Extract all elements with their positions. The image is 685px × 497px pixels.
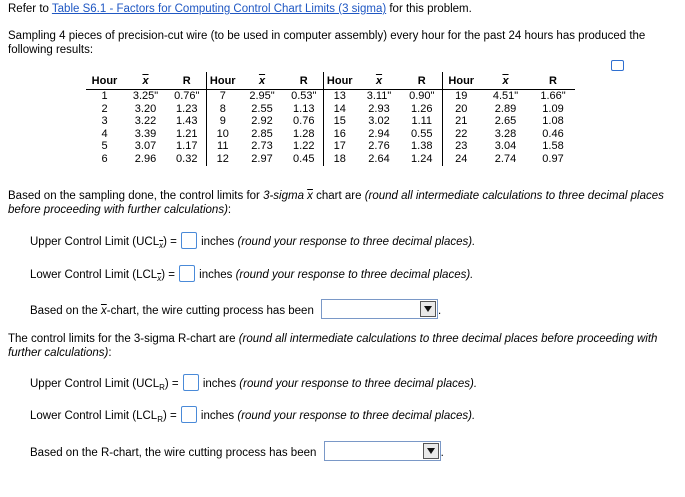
- cell-hour: 4: [101, 127, 108, 140]
- cell-hour: 15: [323, 115, 356, 128]
- lcl-r-input[interactable]: [181, 406, 197, 423]
- cell-xbar: 2.96: [134, 152, 157, 165]
- cell-xbar: 3.28: [494, 127, 517, 140]
- cell-xbar: 2.85: [251, 127, 273, 140]
- xbar-process-row: Based on the $\overline{x}$-chart, the wire cutting process has been .: [30, 299, 441, 319]
- cell-r: 1.09: [542, 102, 564, 115]
- chevron-down-icon[interactable]: [420, 301, 436, 317]
- cell-xbar: 3.11": [366, 90, 392, 102]
- cell-hour: 22: [442, 128, 480, 141]
- cell-r: 1.13: [293, 102, 315, 115]
- cell-xbar: 2.97: [251, 152, 273, 165]
- xbar-intro: Based on the sampling done, the control limits for 3-sigma $\overline{x}$ chart are (round all intermediate calculations to three decimal places before proceeding with further calculations):: [8, 190, 664, 216]
- cell-xbar: 2.93: [368, 102, 390, 115]
- cell-xbar: 3.04: [494, 140, 517, 153]
- cell-xbar: 2.89: [494, 102, 517, 115]
- cell-r: 0.53": [291, 90, 317, 102]
- cell-r: 0.76: [293, 115, 315, 128]
- ucl-r-row: Upper Control Limit $(UCL_R)$ = inches (round your response to three decimal places).: [30, 374, 477, 392]
- cell-r: 1.17: [176, 140, 198, 153]
- table-s6-1-link[interactable]: Table S6.1 - Factors for Computing Control Chart Limits (3 sigma): [51, 3, 387, 15]
- cell-r: 1.38: [411, 140, 433, 153]
- intro-line: [8, 3, 472, 15]
- cell-r: 1.66": [540, 90, 566, 102]
- cell-hour: 23: [442, 140, 480, 153]
- header-hour: Hour: [323, 72, 356, 90]
- data-table-container: [86, 72, 575, 166]
- cell-hour: 19: [442, 90, 480, 103]
- table-row: [86, 128, 575, 141]
- cell-xbar: 3.39: [134, 127, 157, 140]
- cell-r: 0.55: [411, 127, 433, 140]
- cell-xbar: 3.02: [368, 115, 390, 128]
- chevron-down-icon[interactable]: [423, 443, 439, 459]
- cell-r: 0.76": [174, 90, 200, 102]
- lcl-xbar-row: Lower Control Limit $(LCL_{\overline{x}})$ = inches (round your response to three decimal places).: [30, 265, 473, 283]
- header-r: R: [531, 72, 575, 90]
- cell-hour: 9: [206, 115, 239, 128]
- header-r: R: [168, 72, 206, 90]
- cell-xbar: 4.51": [492, 90, 519, 102]
- intro-prefix: Refer to: [8, 3, 52, 15]
- table-row: [86, 140, 575, 153]
- cell-r: 0.46: [542, 127, 564, 140]
- cell-hour: 10: [206, 128, 239, 141]
- lcl-r-row: Lower Control Limit $(LCL_R)$ = inches (round your response to three decimal places).: [30, 406, 475, 424]
- header-r: R: [285, 72, 323, 90]
- problem-statement: Sampling 4 pieces of precision-cut wire (to be used in computer assembly) every hour for the past 24 hours has produced the following results:: [8, 30, 646, 56]
- cell-xbar: 3.20: [134, 102, 157, 115]
- cell-hour: 1: [101, 90, 108, 102]
- cell-xbar: 2.94: [368, 127, 390, 140]
- cell-hour: 14: [323, 103, 356, 116]
- cell-xbar: 2.65: [494, 115, 517, 128]
- header-xbar: $\overline{x}$: [123, 72, 168, 90]
- header-xbar: $\overline{x}$: [356, 72, 402, 90]
- r-process-row: Based on the R-chart, the wire cutting process has been .: [30, 441, 444, 461]
- intro-suffix: for this problem.: [386, 3, 472, 15]
- header-hour: Hour: [86, 72, 123, 90]
- table-row: [86, 103, 575, 116]
- cell-xbar: 2.55: [251, 102, 273, 115]
- cell-hour: 11: [206, 140, 239, 153]
- cell-r: 0.32: [176, 152, 198, 165]
- cell-hour: 17: [323, 140, 356, 153]
- cell-xbar: 2.64: [368, 152, 390, 165]
- cell-r: 1.11: [411, 115, 433, 128]
- data-table: [86, 72, 575, 166]
- cell-hour: 5: [101, 140, 108, 153]
- lcl-xbar-input[interactable]: [179, 265, 195, 282]
- table-row: [86, 115, 575, 128]
- cell-xbar: 2.76: [368, 140, 390, 153]
- r-process-dropdown[interactable]: [324, 441, 441, 461]
- cell-r: 1.43: [176, 115, 198, 128]
- cell-r: 0.97: [542, 152, 564, 165]
- cell-xbar: 3.25": [132, 90, 159, 102]
- xbar-process-dropdown[interactable]: [321, 299, 438, 319]
- cell-xbar: 2.73: [251, 140, 273, 153]
- header-xbar: $\overline{x}$: [480, 72, 531, 90]
- ucl-r-input[interactable]: [183, 374, 199, 391]
- cell-r: 1.23: [176, 102, 198, 115]
- cell-hour: 6: [101, 152, 108, 165]
- table-header-row: [86, 72, 575, 90]
- cell-hour: 18: [323, 153, 356, 166]
- cell-r: 1.24: [411, 152, 433, 165]
- cell-r: 1.22: [293, 140, 315, 153]
- header-hour: Hour: [442, 72, 480, 90]
- header-r: R: [402, 72, 442, 90]
- cell-r: 1.21: [176, 127, 198, 140]
- cell-hour: 20: [442, 103, 480, 116]
- cell-r: 1.58: [542, 140, 564, 153]
- cell-xbar: 3.07: [134, 140, 157, 153]
- copy-data-icon[interactable]: [611, 60, 624, 71]
- cell-xbar: 2.92: [251, 115, 273, 128]
- ucl-xbar-row: Upper Control Limit $(UCL_{\overline{x}})$ = inches (round your response to three decimal places).: [30, 232, 475, 250]
- cell-hour: 21: [442, 115, 480, 128]
- cell-hour: 13: [323, 90, 356, 103]
- cell-r: 0.90": [409, 90, 435, 102]
- table-row: [86, 90, 575, 103]
- cell-r: 0.45: [293, 152, 315, 165]
- cell-hour: 3: [101, 115, 108, 128]
- table-row: [86, 153, 575, 166]
- cell-r: 1.26: [411, 102, 433, 115]
- cell-hour: 2: [101, 102, 108, 115]
- cell-hour: 16: [323, 128, 356, 141]
- cell-r: 1.08: [542, 115, 564, 128]
- cell-hour: 12: [206, 153, 239, 166]
- cell-xbar: 2.95": [249, 90, 275, 102]
- cell-hour: 7: [206, 90, 239, 103]
- header-xbar: $\overline{x}$: [239, 72, 285, 90]
- cell-hour: 8: [206, 103, 239, 116]
- cell-r: 1.28: [293, 127, 315, 140]
- ucl-xbar-input[interactable]: [181, 232, 197, 249]
- cell-xbar: 2.74: [494, 152, 517, 165]
- cell-xbar: 3.22: [134, 115, 157, 128]
- header-hour: Hour: [206, 72, 239, 90]
- cell-hour: 24: [442, 153, 480, 166]
- r-intro: The control limits for the 3-sigma R-chart are (round all intermediate calculations to three decimal places before proceeding with further calculations):: [8, 333, 658, 359]
